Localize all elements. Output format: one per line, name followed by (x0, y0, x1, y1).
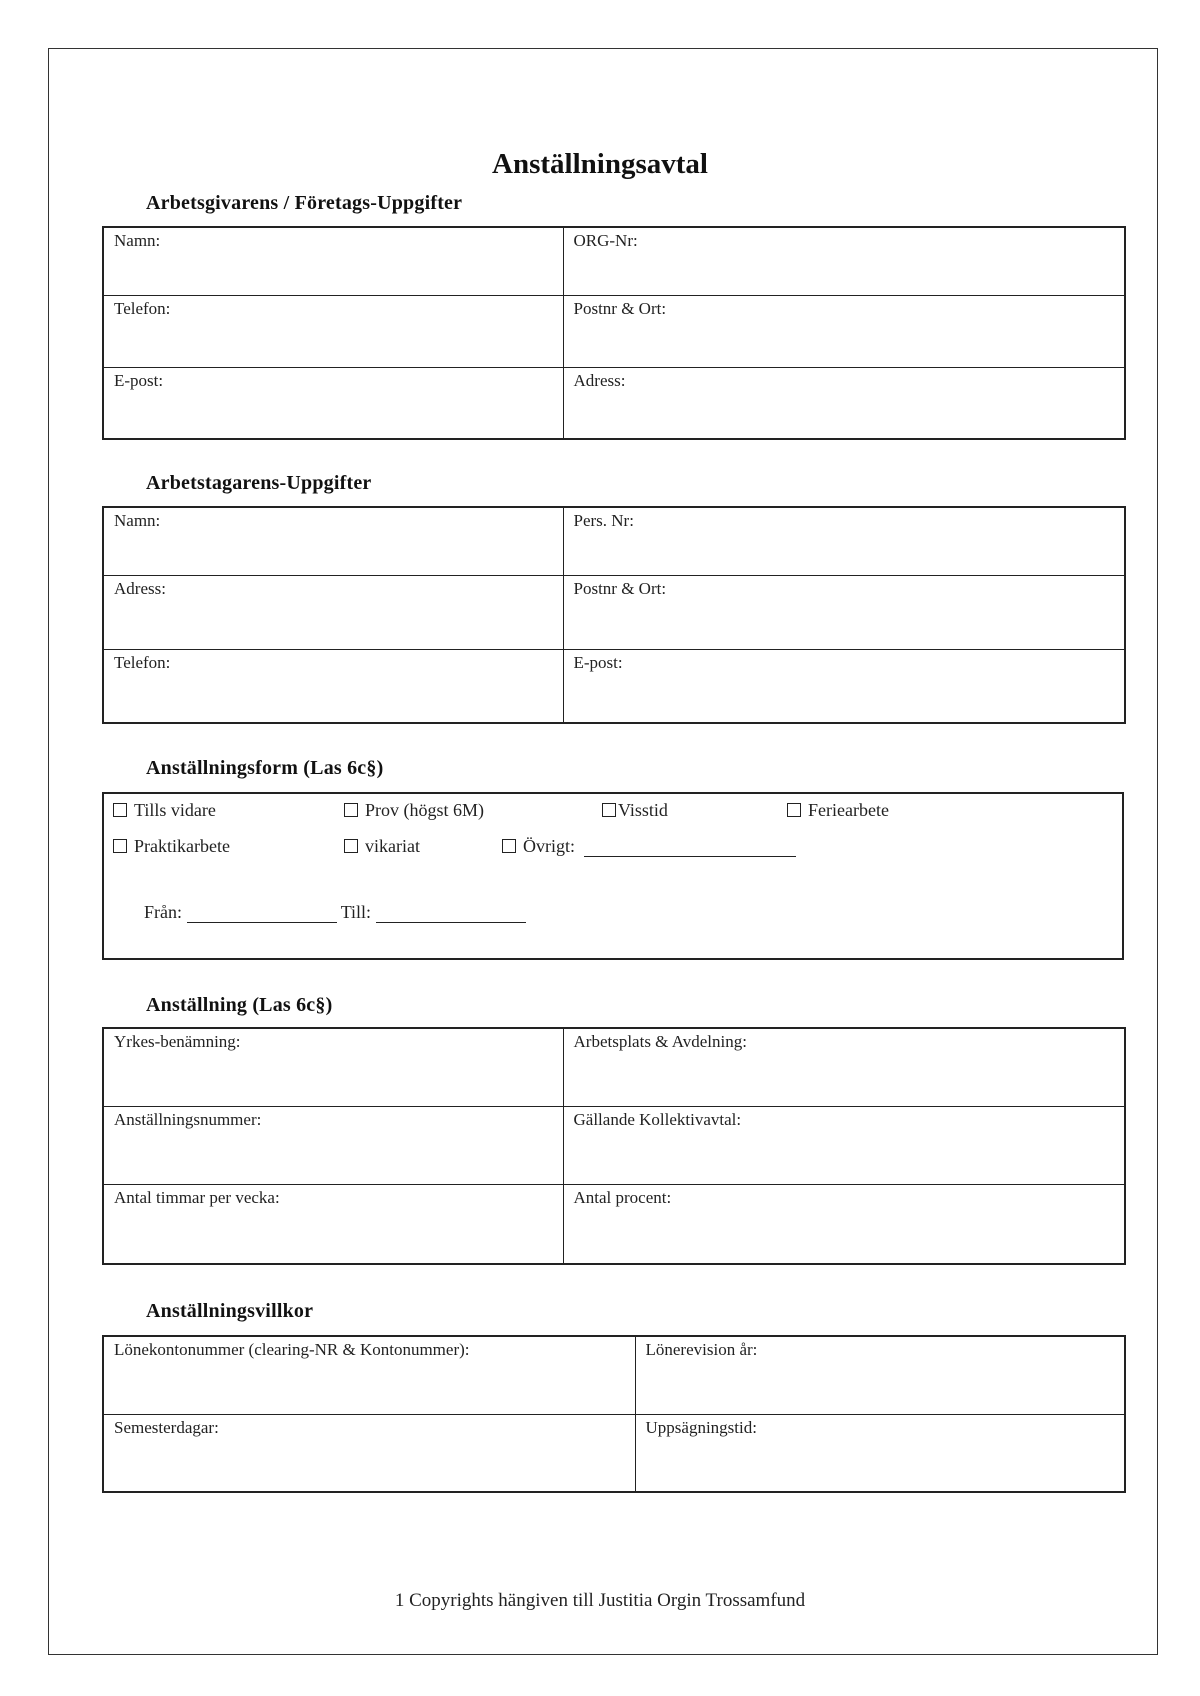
option-visstid[interactable] (602, 800, 668, 821)
checkbox-icon[interactable] (602, 803, 616, 817)
employment-form-box (102, 792, 1124, 960)
employment-table (102, 1027, 1126, 1265)
employment-form-section-heading: Anställningsform (Las 6c§) (146, 757, 384, 779)
ovrigt-input-line[interactable] (584, 838, 796, 857)
option-prov[interactable] (344, 800, 484, 821)
from-input-line[interactable] (187, 904, 337, 923)
option-ovrigt[interactable] (502, 836, 796, 857)
field-label: Namn: (114, 511, 161, 530)
option-label: Praktikarbete (134, 836, 230, 856)
employer-address-field[interactable] (563, 367, 1125, 439)
employee-address-field[interactable] (103, 575, 563, 649)
option-label: Tills vidare (134, 800, 216, 820)
field-label: Postnr & Ort: (573, 298, 667, 318)
checkbox-icon[interactable] (787, 803, 801, 817)
option-tills-vidare[interactable] (113, 800, 216, 821)
employee-phone-field[interactable] (103, 649, 563, 723)
option-praktikarbete[interactable] (113, 836, 230, 857)
field-label: Uppsägningstid: (645, 1417, 757, 1437)
checkbox-icon[interactable] (344, 803, 358, 817)
employer-phone-field[interactable] (103, 295, 563, 367)
option-label: Övrigt: (523, 836, 575, 856)
page-footer: 1 Copyrights hängiven till Justitia Orgin Trossamfund (394, 1590, 806, 1611)
employer-table (102, 226, 1126, 440)
field-label: Antal procent: (573, 1187, 672, 1207)
field-label: E-post: (573, 652, 623, 672)
checkbox-icon[interactable] (113, 803, 127, 817)
field-label: Telefon: (114, 298, 171, 318)
employee-table (102, 506, 1126, 724)
option-feriearbete[interactable] (787, 800, 889, 821)
field-label: Adress: (114, 578, 166, 598)
workplace-field[interactable] (563, 1028, 1125, 1106)
field-label: ORG-Nr: (573, 231, 638, 250)
employee-postal-field[interactable] (563, 575, 1125, 649)
employer-name-field[interactable] (103, 227, 563, 295)
field-label: Adress: (573, 370, 626, 390)
checkbox-icon[interactable] (113, 839, 127, 853)
field-label: Yrkes-benämning: (114, 1032, 241, 1051)
field-label: Lönekontonummer (clearing-NR & Kontonummer): (114, 1340, 470, 1359)
employer-email-field[interactable] (103, 367, 563, 439)
employer-postal-field[interactable] (563, 295, 1125, 367)
notice-period-field[interactable] (635, 1414, 1125, 1492)
terms-section-heading: Anställningsvillkor (146, 1300, 314, 1322)
salary-account-field[interactable] (103, 1336, 635, 1414)
option-label: Visstid (618, 800, 668, 820)
employer-section-heading: Arbetsgivarens / Företags-Uppgifter (146, 192, 463, 214)
field-label: Namn: (114, 231, 161, 250)
employment-number-field[interactable] (103, 1106, 563, 1184)
checkbox-icon[interactable] (344, 839, 358, 853)
field-label: Lönerevision år: (645, 1340, 758, 1359)
salary-revision-field[interactable] (635, 1336, 1125, 1414)
field-label: Telefon: (114, 652, 171, 672)
percent-field[interactable] (563, 1184, 1125, 1264)
job-title-field[interactable] (103, 1028, 563, 1106)
employment-section-heading: Anställning (Las 6c§) (146, 994, 333, 1016)
terms-table (102, 1335, 1126, 1493)
document-title: Anställningsavtal (492, 148, 708, 180)
field-label: Antal timmar per vecka: (114, 1187, 280, 1207)
option-label: Feriearbete (808, 800, 889, 820)
checkbox-icon[interactable] (502, 839, 516, 853)
field-label: E-post: (114, 370, 164, 390)
field-label: Postnr & Ort: (573, 578, 667, 598)
employee-pers-nr-field[interactable] (563, 507, 1125, 575)
vacation-days-field[interactable] (103, 1414, 635, 1492)
field-label: Arbetsplats & Avdelning: (573, 1032, 747, 1051)
from-label: Från: (144, 902, 182, 922)
employee-name-field[interactable] (103, 507, 563, 575)
field-label: Anställningsnummer: (114, 1109, 262, 1129)
to-input-line[interactable] (376, 904, 526, 923)
option-label: vikariat (365, 836, 420, 856)
hours-per-week-field[interactable] (103, 1184, 563, 1264)
to-label: Till: (340, 902, 372, 922)
field-label: Gällande Kollektivavtal: (573, 1109, 742, 1129)
collective-agreement-field[interactable] (563, 1106, 1125, 1184)
employee-email-field[interactable] (563, 649, 1125, 723)
field-label: Pers. Nr: (573, 511, 634, 530)
employer-org-nr-field[interactable] (563, 227, 1125, 295)
date-range (144, 902, 526, 923)
employee-section-heading: Arbetstagarens-Uppgifter (146, 472, 372, 494)
option-label: Prov (högst 6M) (365, 800, 485, 820)
field-label: Semesterdagar: (114, 1417, 219, 1437)
option-vikariat[interactable] (344, 836, 420, 857)
